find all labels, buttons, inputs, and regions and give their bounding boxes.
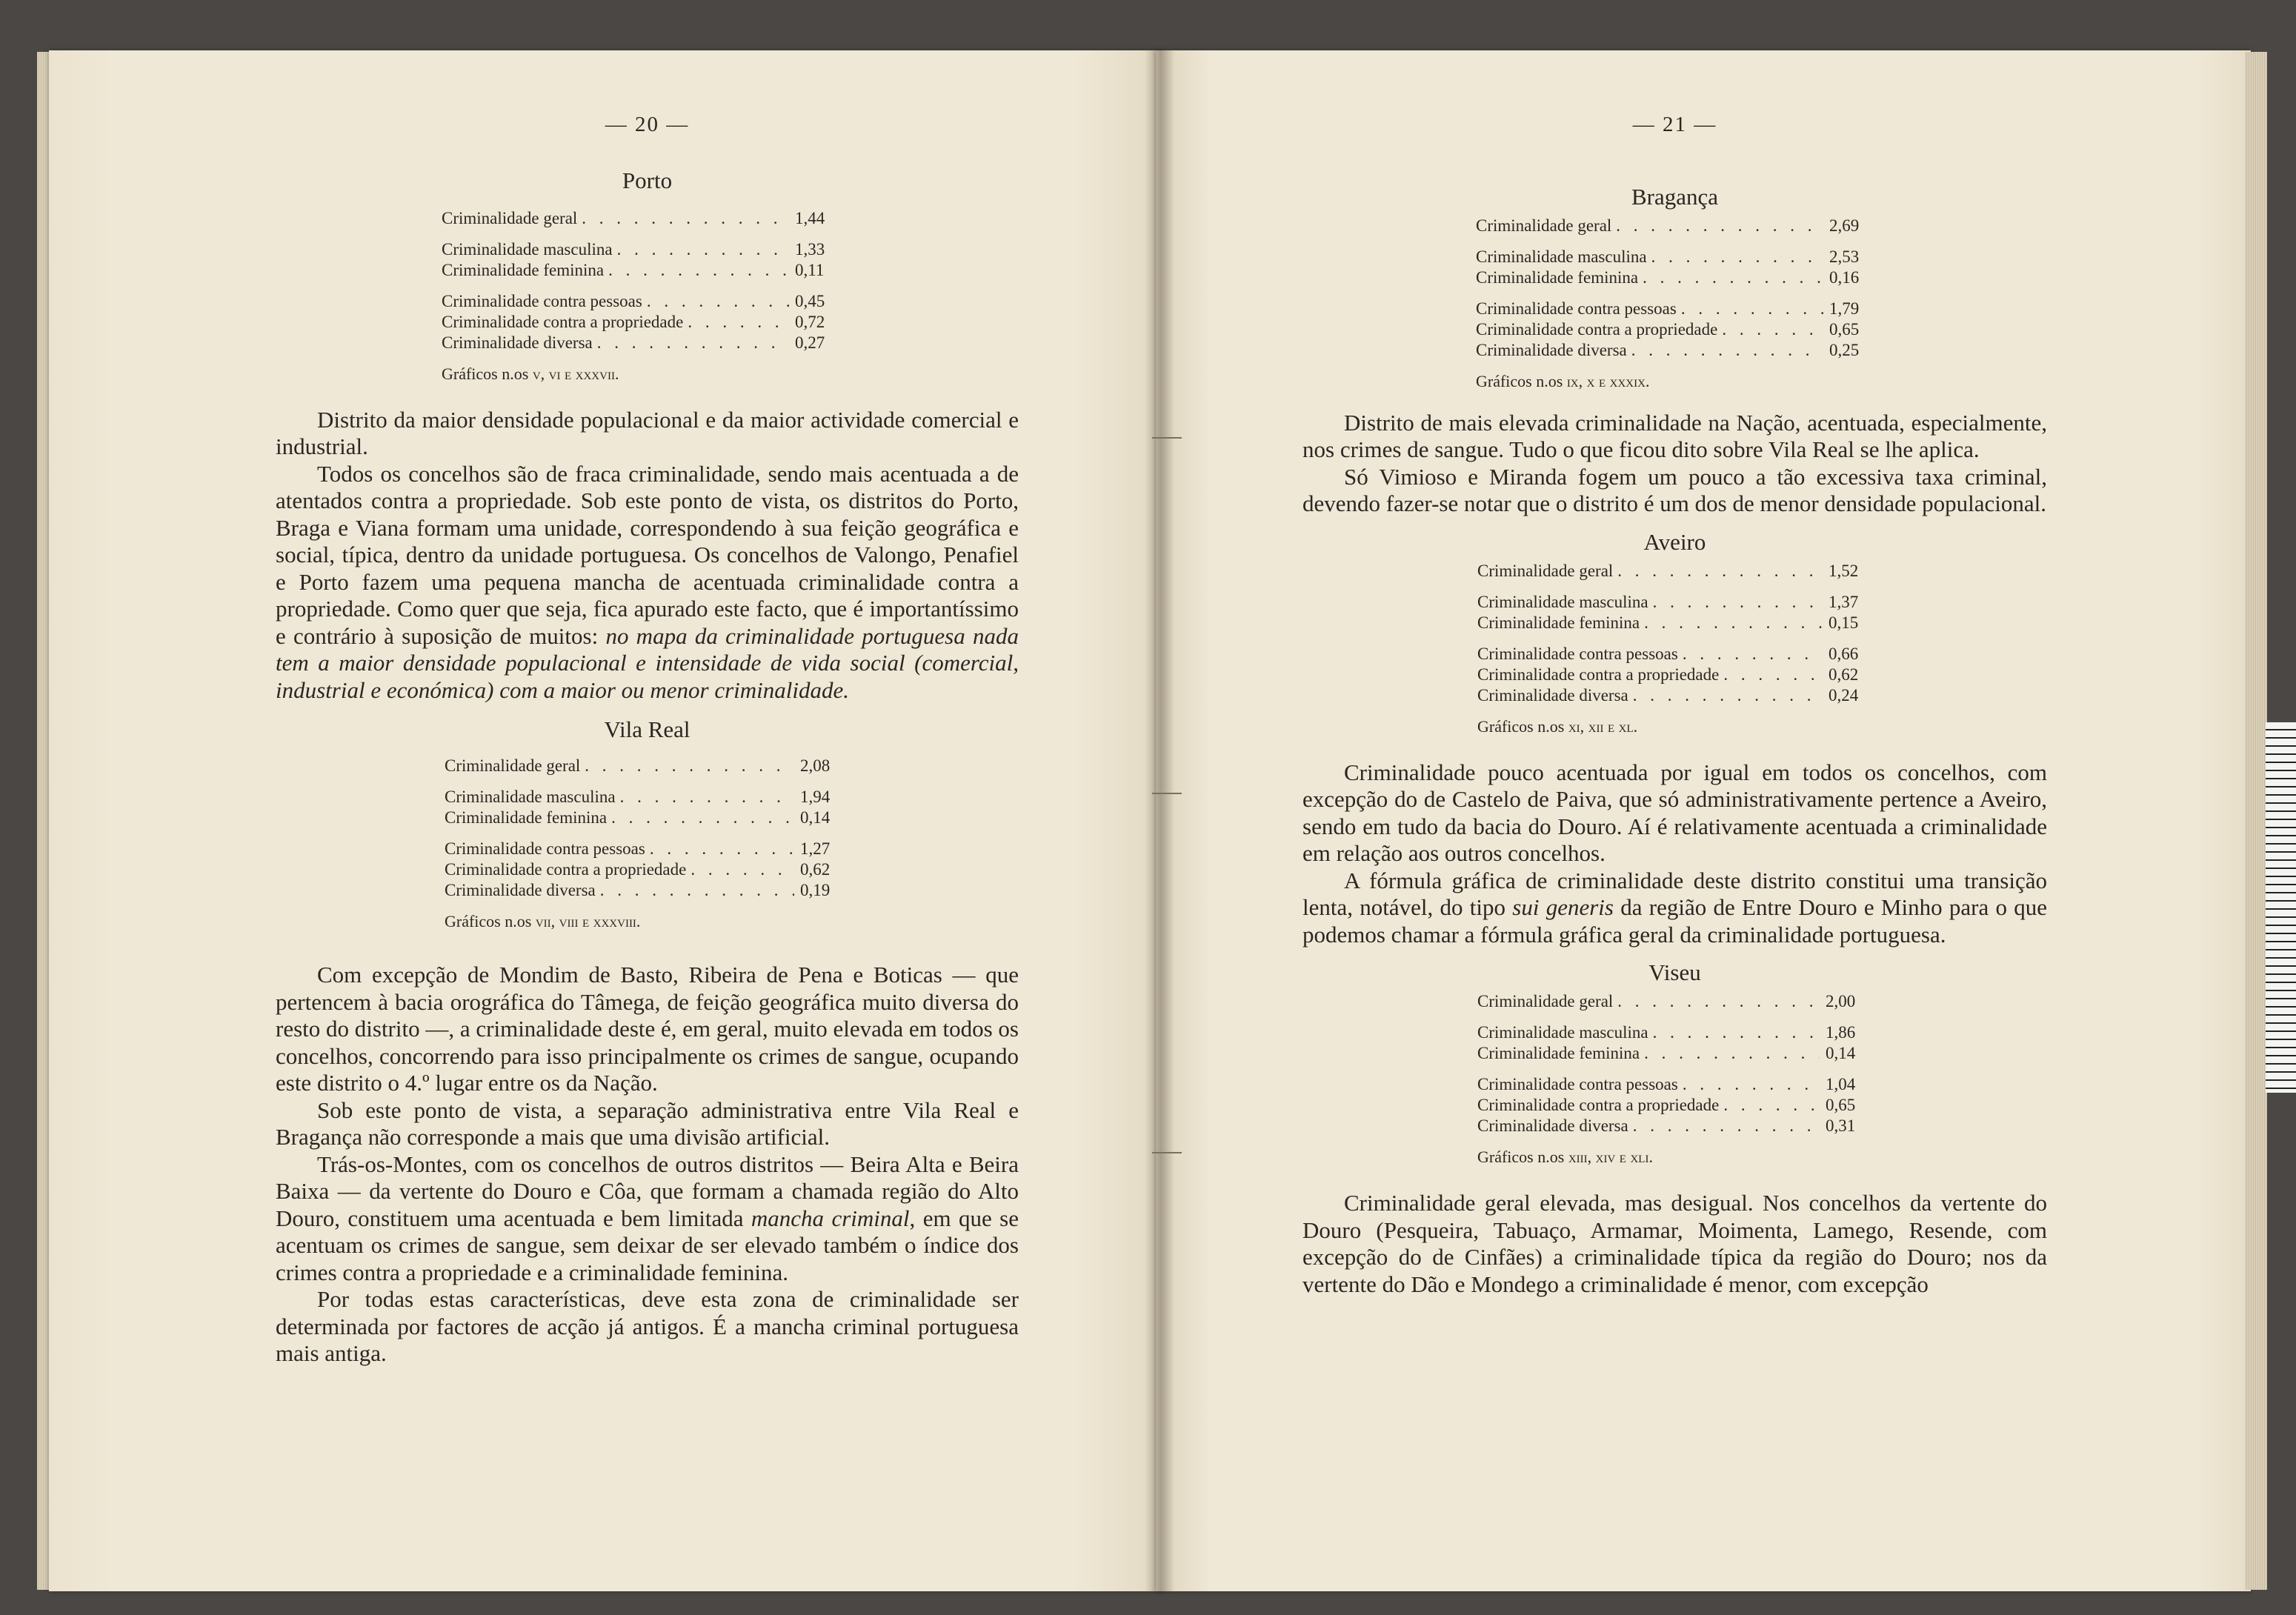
stat-label: Criminalidade masculina	[442, 239, 613, 259]
leader-dots	[1628, 685, 1823, 706]
leader-dots	[1717, 319, 1823, 340]
right-page-content	[1302, 111, 2047, 1298]
stat-value: 0,25	[1829, 340, 1860, 359]
stat-label: Criminalidade diversa	[442, 333, 593, 352]
stat-value: 0,66	[1829, 644, 1859, 663]
italic-text: mancha criminal	[751, 1205, 910, 1231]
stat-row	[1477, 613, 1864, 633]
graficos-prefix: Gráficos n.os	[442, 364, 533, 383]
binding-stitch	[1152, 793, 1182, 794]
stat-value: 0,62	[1829, 665, 1859, 684]
stat-row	[445, 787, 836, 808]
paragraph-text: da região de Entre Douro e Minho para o que podemos chamar a fórmula gráfica geral da criminalidade portuguesa.	[1302, 894, 2047, 948]
stat-row	[445, 880, 836, 901]
stat-row	[1476, 216, 1865, 236]
stat-label: Criminalidade diversa	[1477, 1116, 1628, 1135]
binding-stitch	[1152, 437, 1182, 439]
leader-dots	[604, 260, 789, 281]
stat-row	[1476, 319, 1865, 340]
stat-label: Criminalidade diversa	[1476, 340, 1627, 359]
leader-dots	[1613, 991, 1820, 1012]
stat-row	[1477, 1074, 1861, 1095]
right-page-edges	[2245, 52, 2267, 1590]
stat-value: 2,53	[1829, 247, 1860, 266]
leader-dots	[607, 808, 794, 828]
graficos-prefix: Gráficos n.os	[1476, 371, 1567, 390]
stat-value: 1,44	[795, 208, 825, 227]
stat-value: 1,27	[800, 839, 831, 858]
stat-row	[1476, 267, 1865, 288]
page-number: — 21 —	[1632, 113, 1717, 136]
stat-value: 0,27	[795, 333, 825, 352]
stat-value: 1,52	[1829, 561, 1859, 580]
stat-row	[1477, 1116, 1861, 1136]
graficos-refs: xiii, xiv e xli.	[1568, 1148, 1653, 1166]
stat-label: Criminalidade geral	[1477, 561, 1614, 580]
stat-value: 0,65	[1829, 319, 1860, 339]
stat-row	[1477, 644, 1864, 665]
paragraph-text: A fórmula gráfica de criminalidade deste distrito constitui uma transição lenta, notável, do tipo	[1302, 867, 2047, 920]
graficos-reference	[1476, 371, 1865, 392]
stat-value: 2,00	[1826, 992, 1856, 1010]
stat-row	[442, 291, 831, 312]
leader-dots	[642, 291, 789, 312]
leader-dots	[580, 756, 794, 776]
graficos-reference	[1477, 716, 1864, 737]
leader-dots	[1719, 1095, 1820, 1116]
graficos-refs: xi, xii e xl.	[1568, 716, 1638, 736]
stat-value: 0,31	[1826, 1116, 1856, 1135]
stat-row	[1477, 1043, 1861, 1064]
stat-row	[1477, 665, 1864, 685]
page-number: — 20 —	[605, 113, 690, 136]
graficos-reference	[1477, 1147, 1861, 1168]
leader-dots	[1678, 1074, 1820, 1095]
stat-value: 1,86	[1826, 1023, 1856, 1042]
leader-dots	[613, 239, 789, 260]
italic-text: sui generis	[1512, 894, 1614, 920]
stat-label: Criminalidade feminina	[442, 260, 605, 279]
stat-label: Criminalidade feminina	[1477, 1044, 1640, 1062]
left-page-content	[276, 111, 1019, 1368]
stat-value: 0,24	[1829, 685, 1859, 705]
stats-table-braganca	[1476, 216, 1865, 392]
stat-row	[1477, 592, 1864, 613]
stat-label: Criminalidade geral	[442, 208, 578, 227]
paragraph: Criminalidade geral elevada, mas desigual. Nos concelhos da vertente do Douro (Pesqueira, Tabuaço, Armamar, Moimenta, Lamego, Resende, com excepção do de Cinfães) a criminalidade típica da região do Douro; nos da vertente do Dão e Mondego a criminalidade é menor, com excepção	[1302, 1190, 2047, 1297]
leader-dots	[1638, 267, 1823, 288]
section-title-vila-real: Vila Real	[604, 716, 691, 742]
paragraph: Distrito da maior densidade populacional e da maior actividade comercial e industrial.	[276, 406, 1019, 459]
stat-row	[445, 859, 836, 880]
leader-dots	[645, 839, 794, 859]
stats-table-porto	[442, 208, 831, 384]
book-gutter	[1145, 50, 1174, 1591]
stat-label: Criminalidade diversa	[445, 881, 596, 899]
stat-value: 2,08	[800, 756, 831, 775]
paragraph	[276, 1151, 1019, 1287]
leader-dots	[1613, 561, 1823, 582]
stat-value: 0,14	[1826, 1044, 1856, 1062]
paragraph: Só Vimioso e Miranda fogem um pouco a tão excessiva taxa criminal, devendo fazer-se notar que o distrito é um dos de menor densidade populacional.	[1302, 463, 2047, 516]
paragraph: Com excepção de Mondim de Basto, Ribeira de Pena e Boticas — que pertencem à bacia orográfica do Tâmega, de feição geográfica muito diversa do resto do distrito —, a criminalidade deste é, em geral, muito elevada em todos os concelhos, concorrendo para isso principalmente os crimes de sangue, ocupando este distrito o 4.º lugar entre os da Nação.	[276, 962, 1019, 1096]
stat-value: 0,14	[800, 808, 831, 827]
stat-row	[442, 208, 831, 229]
leader-dots	[686, 859, 794, 880]
stat-label: Criminalidade contra pessoas	[1477, 1075, 1678, 1093]
graficos-prefix: Gráficos n.os	[1477, 716, 1568, 736]
leader-dots	[1678, 644, 1823, 665]
stat-row	[445, 839, 836, 859]
stats-table-vila-real	[445, 756, 836, 932]
stat-label: Criminalidade masculina	[1476, 247, 1647, 266]
paragraph-text: Todos os concelhos são de fraca criminalidade, sendo mais acentuada a de atentados contra a propriedade. Sob este ponto de vista, os distritos do Porto, Braga e Viana formam uma unidade, correspondendo à sua feição geográfica e social, típica, dentro da unidade portuguesa. Os concelhos de Valongo, Penafiel e Porto fazem uma pequena mancha de acentuada criminalidade contra a propriedade. Como quer que seja, fica apurado este facto, que é importantíssimo e contrário à suposição de muitos:	[276, 460, 1019, 649]
leader-dots	[1677, 299, 1823, 319]
stat-row	[1477, 991, 1861, 1012]
paragraph-text: Trás-os-Montes, com os concelhos de outros distritos — Beira Alta e Beira Baixa — da vertente do Douro e Côa, que formam a chamada região do Alto Douro, constituem uma acentuada e bem limitada	[276, 1151, 1019, 1231]
stat-label: Criminalidade contra pessoas	[1476, 299, 1677, 318]
stat-value: 0,72	[795, 312, 825, 331]
stat-row	[1477, 1095, 1861, 1116]
section-title-aveiro: Aveiro	[1643, 528, 1706, 555]
leader-dots	[1627, 340, 1823, 361]
stat-value: 0,11	[795, 260, 825, 279]
stat-label: Criminalidade contra a propriedade	[1476, 319, 1718, 339]
graficos-refs: vii, viii e xxxviii.	[535, 912, 641, 930]
leader-dots	[596, 880, 794, 901]
stat-label: Criminalidade contra a propriedade	[1477, 1096, 1720, 1114]
stat-value: 0,16	[1829, 267, 1860, 287]
section-title-viseu: Viseu	[1648, 959, 1701, 985]
leader-dots	[1647, 247, 1823, 267]
leader-dots	[1719, 665, 1823, 685]
stat-label: Criminalidade masculina	[1477, 592, 1648, 611]
stat-value: 1,04	[1826, 1075, 1856, 1093]
leader-dots	[1648, 592, 1823, 613]
stat-row	[442, 333, 831, 353]
paragraph	[1302, 868, 2047, 949]
stat-label: Criminalidade contra a propriedade	[1477, 665, 1720, 684]
leader-dots	[1628, 1116, 1820, 1136]
stat-row	[442, 260, 831, 281]
stat-row	[1476, 299, 1865, 319]
stat-label: Criminalidade contra pessoas	[442, 291, 642, 310]
leader-dots	[593, 333, 789, 353]
stats-table-aveiro	[1477, 561, 1864, 737]
graficos-reference	[442, 364, 831, 384]
stat-label: Criminalidade contra a propriedade	[442, 312, 684, 331]
graficos-reference	[445, 911, 836, 932]
graficos-prefix: Gráficos n.os	[445, 912, 536, 930]
paragraph-text: , em que se acentuam os crimes de sangue, sem deixar de ser elevado também o índice dos crimes contra a propriedade e a criminalidade feminina.	[276, 1205, 1019, 1285]
scan-scale-ruler	[2266, 722, 2296, 1093]
stat-value: 1,33	[795, 239, 825, 259]
leader-dots	[1640, 613, 1823, 633]
stat-label: Criminalidade masculina	[1477, 1023, 1648, 1042]
stat-label: Criminalidade contra pessoas	[445, 839, 645, 858]
graficos-prefix: Gráficos n.os	[1477, 1148, 1568, 1166]
stat-label: Criminalidade masculina	[445, 787, 616, 806]
stat-row	[1477, 1022, 1861, 1043]
stat-value: 0,65	[1826, 1096, 1856, 1114]
stat-value: 0,62	[800, 860, 831, 879]
stat-value: 0,15	[1829, 613, 1859, 632]
stat-row	[1476, 340, 1865, 361]
paragraph: Por todas estas características, deve esta zona de criminalidade ser determinada por factores de acção já antigos. É a mancha criminal portuguesa mais antiga.	[276, 1286, 1019, 1366]
stat-row	[445, 808, 836, 828]
paragraph: Sob este ponto de vista, a separação administrativa entre Vila Real e Bragança não corresponde a mais que uma divisão artificial.	[276, 1096, 1019, 1150]
stats-table-viseu	[1477, 991, 1861, 1168]
italic-text: no mapa da criminalidade portuguesa nada tem a maior densidade populacional e intensidade de vida social (comercial, industrial e económica) com a maior ou menor criminalidade.	[276, 622, 1019, 703]
paragraph	[276, 461, 1019, 705]
stat-row	[1477, 685, 1864, 706]
stat-value: 1,79	[1829, 299, 1860, 318]
leader-dots	[616, 787, 794, 808]
stat-value: 1,37	[1829, 592, 1859, 611]
stat-row	[1476, 247, 1865, 267]
binding-stitch	[1152, 1152, 1182, 1153]
stat-row	[445, 756, 836, 776]
section-title-braganca: Bragança	[1631, 183, 1719, 210]
stat-label: Criminalidade contra pessoas	[1477, 644, 1678, 663]
paragraph: Distrito de mais elevada criminalidade na Nação, acentuada, especialmente, nos crimes de sangue. Tudo o que ficou dito sobre Vila Real se lhe aplica.	[1302, 409, 2047, 462]
section-title-porto: Porto	[622, 167, 673, 193]
leader-dots	[1640, 1043, 1820, 1064]
stat-row	[442, 239, 831, 260]
graficos-refs: ix, x e xxxix.	[1566, 371, 1650, 390]
stat-row	[442, 312, 831, 333]
stat-value: 0,45	[795, 291, 825, 310]
stat-value: 2,69	[1829, 216, 1860, 235]
stat-row	[1477, 561, 1864, 582]
stat-value: 1,94	[800, 787, 831, 806]
stat-label: Criminalidade contra a propriedade	[445, 860, 687, 879]
paragraph: Criminalidade pouco acentuada por igual em todos os concelhos, com excepção do de Castelo de Paiva, que só administrativamente pertence a Aveiro, sendo em tudo da bacia do Douro. Aí é relativamente acentuada a criminalidade em relação aos outros concelhos.	[1302, 759, 2047, 866]
stat-label: Criminalidade diversa	[1477, 685, 1628, 705]
graficos-refs: v, vi e xxxvii.	[532, 364, 619, 383]
leader-dots	[577, 208, 789, 229]
leader-dots	[1611, 216, 1823, 236]
leader-dots	[683, 312, 789, 333]
stat-label: Criminalidade feminina	[1476, 267, 1639, 287]
stat-label: Criminalidade feminina	[445, 808, 608, 827]
stat-label: Criminalidade feminina	[1477, 613, 1640, 632]
stat-label: Criminalidade geral	[445, 756, 581, 775]
stat-label: Criminalidade geral	[1477, 992, 1614, 1010]
leader-dots	[1648, 1022, 1820, 1043]
stat-value: 0,19	[800, 881, 831, 899]
stat-label: Criminalidade geral	[1476, 216, 1612, 235]
